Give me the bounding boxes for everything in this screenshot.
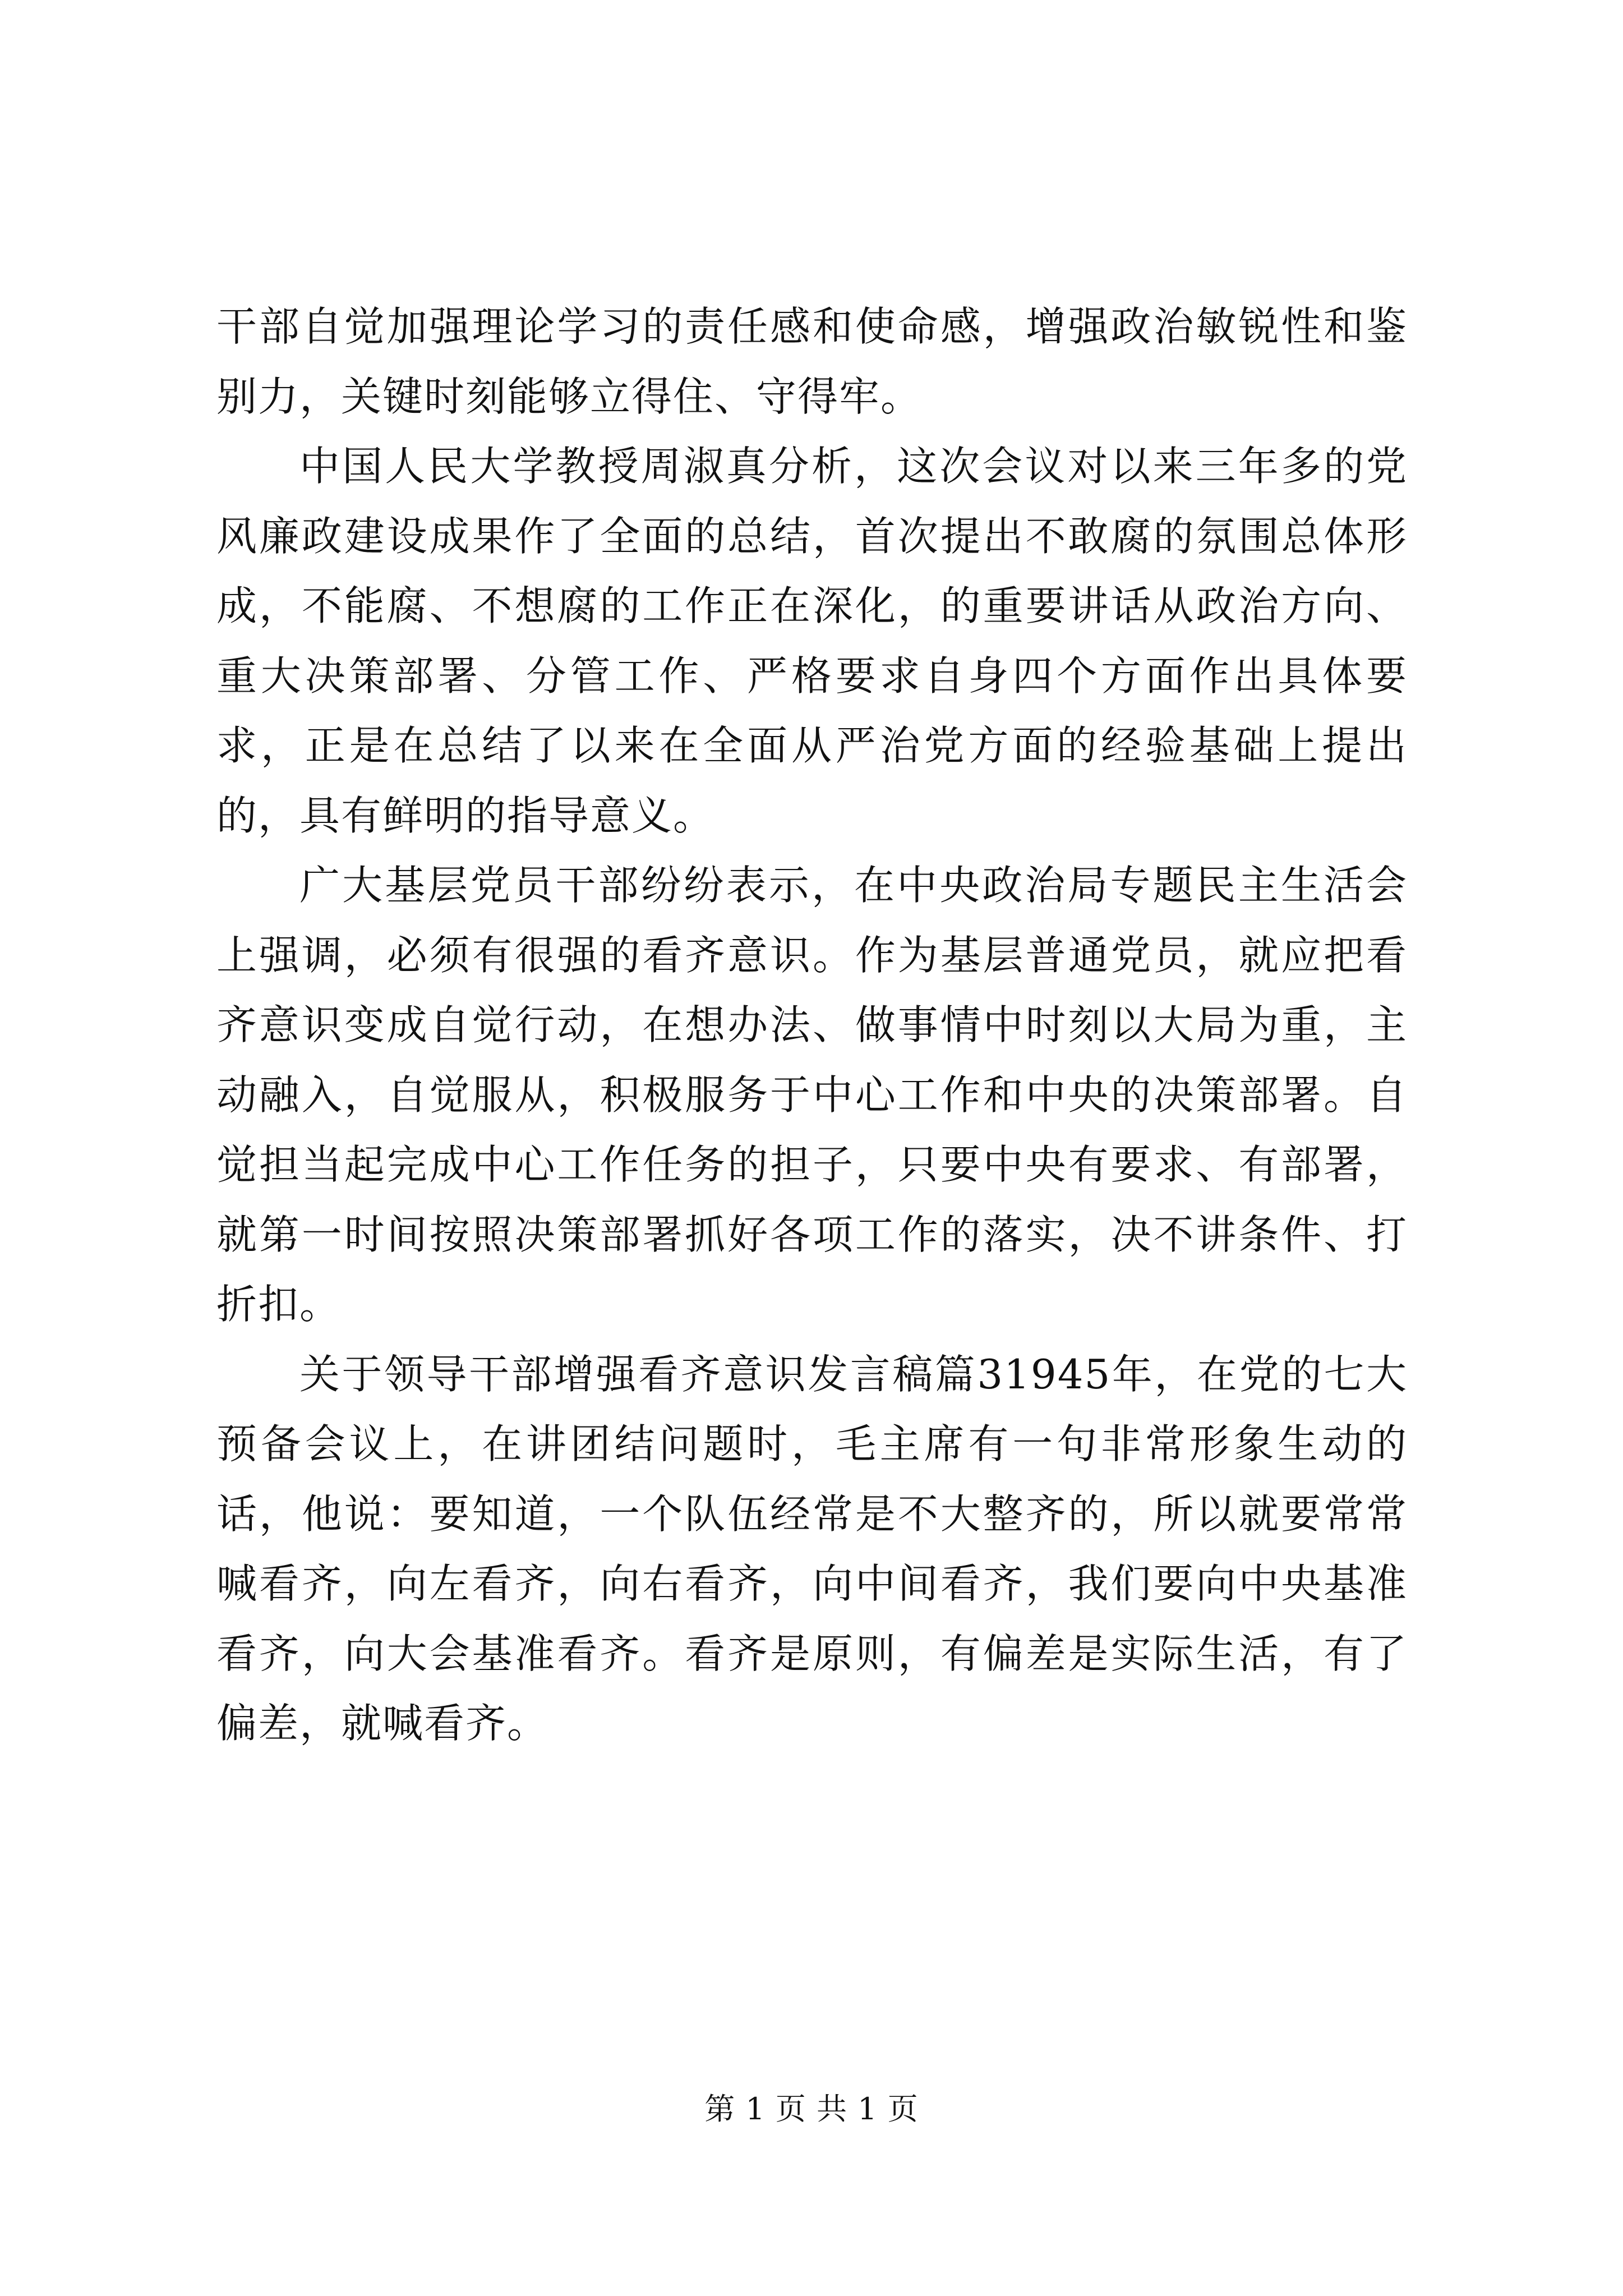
paragraph-analysis: 中国人民大学教授周淑真分析，这次会议对以来三年多的党风廉政建设成果作了全面的总结，首次提出不敢腐的氛围总体形成，不能腐、不想腐的工作正在深化，的重要讲话从政治方向、重大决策部署、分管工作、严格要求自身四个方面作出具体要求，正是在总结了以来在全面从严治党方面的经验基础上提出的，具有鲜明的指导意义。 xyxy=(216,443,1408,839)
paragraph-grassroots: 广大基层党员干部纷纷表示，在中央政治局专题民主生活会上强调，必须有很强的看齐意识。作为基层普通党员，就应把看齐意识变成自觉行动，在想办法、做事情中时刻以大局为重，主动融入，自觉服从，积极服务于中心工作和中央的决策部署。自觉担当起完成中心工作任务的担子，只要中央有要求、有部署，就第一时间按照决策部署抓好各项工作的落实，决不讲条件、打折扣。 xyxy=(216,862,1408,1328)
paragraph-continuation: 干部自觉加强理论学习的责任感和使命感，增强政治敏锐性和鉴别力，关键时刻能够立得住、守得牢。 xyxy=(216,303,1408,420)
paragraph-speech-3: 关于领导干部增强看齐意识发言稿篇31945年，在党的七大预备会议上，在讲团结问题时，毛主席有一句非常形象生动的话，他说：要知道，一个队伍经常是不大整齐的，所以就要常常喊看齐，向左看齐，向右看齐，向中间看齐，我们要向中央基准看齐，向大会基准看齐。看齐是原则，有偏差是实际生活，有了偏差，就喊看齐。 xyxy=(216,1350,1408,1747)
page-footer: 第 1 页 共 1 页 xyxy=(704,2091,919,2127)
document-body xyxy=(216,292,1408,1759)
